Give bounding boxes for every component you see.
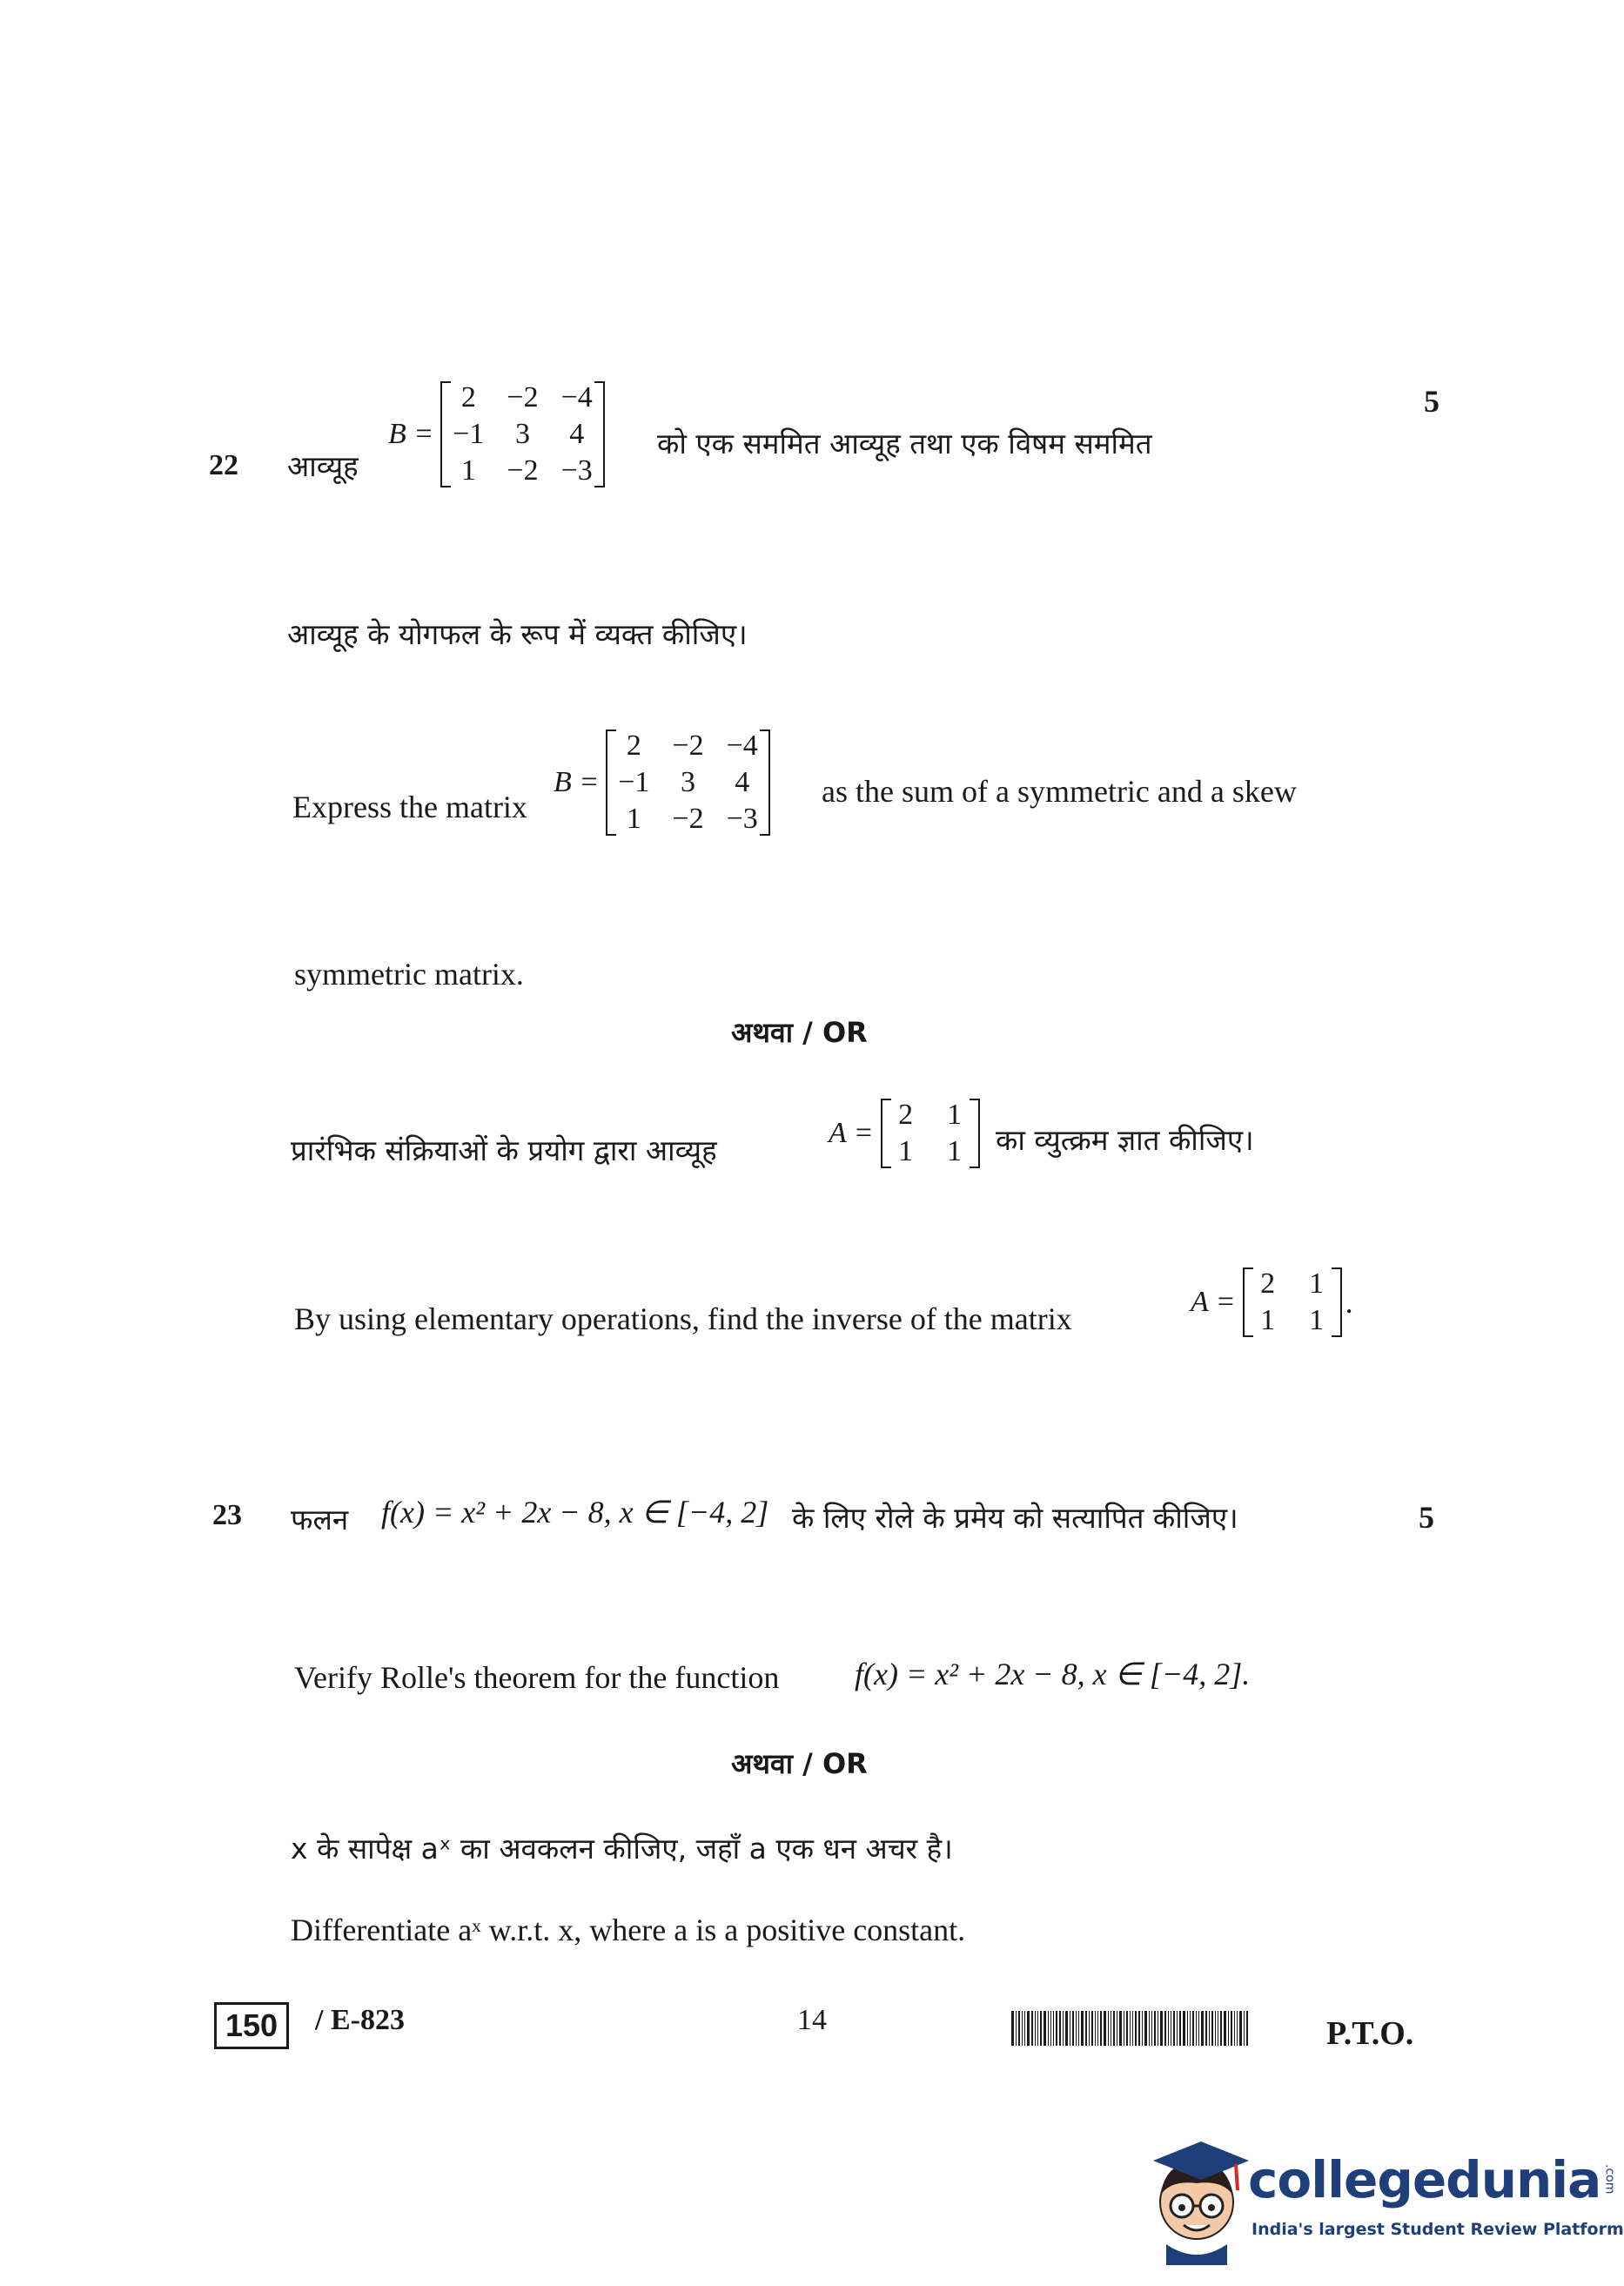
- matrix-b-bracket: [440, 381, 605, 487]
- barcode-bar: [1095, 2011, 1096, 2046]
- barcode-bar: [1198, 2011, 1199, 2046]
- barcode-bar: [1085, 2011, 1087, 2046]
- barcode-bar: [1201, 2011, 1204, 2046]
- matrix-b-bracket-en: [606, 730, 770, 836]
- barcode-bar: [1179, 2011, 1181, 2046]
- matrix-a-bracket-en: [1243, 1267, 1342, 1337]
- barcode-bar: [1048, 2011, 1049, 2046]
- barcode-bar: [1018, 2011, 1020, 2046]
- matrix-a-grid-en: [1255, 1267, 1330, 1337]
- barcode-bar: [1138, 2011, 1140, 2046]
- or-divider-q22: अथवा / OR: [731, 1016, 868, 1049]
- barcode-bar: [1063, 2011, 1064, 2046]
- q22-alt-hindi-prefix: प्रारंभिक संक्रियाओं के प्रयोग द्वारा आव्यूह: [291, 1133, 717, 1167]
- barcode-bar: [1065, 2011, 1068, 2046]
- barcode-bar: [1037, 2011, 1038, 2046]
- barcode-bar: [1040, 2011, 1042, 2046]
- matrix-cell: −3: [560, 454, 593, 487]
- barcode-bar: [1024, 2011, 1025, 2046]
- matrix-cell: 1: [898, 1135, 914, 1167]
- matrix-cell: 1: [947, 1135, 963, 1167]
- matrix-cell: 1: [1260, 1304, 1276, 1336]
- q22-hindi-prefix: आव्यूह: [287, 449, 359, 483]
- barcode-bar: [1239, 2011, 1242, 2046]
- barcode-bar: [1050, 2011, 1051, 2046]
- barcode-bar: [1149, 2011, 1150, 2046]
- barcode-bar: [1016, 2011, 1017, 2046]
- matrix-b-label: B =: [388, 418, 434, 450]
- matrix-a-label: A =: [829, 1117, 874, 1149]
- barcode-bar: [1059, 2011, 1061, 2046]
- matrix-cell: 2: [898, 1099, 914, 1131]
- barcode-bar: [1142, 2011, 1143, 2046]
- matrix-cell: −2: [672, 803, 704, 835]
- logo-tagline: India's largest Student Review Platform: [1252, 2220, 1624, 2239]
- barcode-bar: [1246, 2011, 1248, 2046]
- or-divider-q23: अथवा / OR: [731, 1747, 868, 1780]
- q22-hindi-line2: आव्यूह के योगफल के रूप में व्यक्त कीजिए।: [287, 617, 748, 651]
- question-number-23: 23: [212, 1499, 242, 1531]
- logo-name: collegedunia: [1248, 2150, 1601, 2209]
- matrix-cell: 3: [681, 766, 695, 798]
- matrix-cell: 4: [735, 766, 750, 798]
- matrix-b-label-en: B =: [554, 766, 600, 798]
- matrix-cell: 1: [1309, 1304, 1325, 1336]
- matrix-cell: −2: [507, 381, 539, 413]
- logo-suffix: .com: [1602, 2164, 1617, 2195]
- barcode-bar: [1119, 2011, 1122, 2046]
- barcode-bar: [1126, 2011, 1128, 2046]
- q23-hindi-function: f(x) = x² + 2x − 8, x ∈ [−4, 2]: [381, 1495, 769, 1530]
- matrix-cell: 1: [626, 803, 641, 835]
- barcode-bar: [1228, 2011, 1229, 2046]
- matrix-a-label-en: A =: [1191, 1286, 1236, 1318]
- barcode-bar: [1027, 2011, 1030, 2046]
- barcode-bar: [1192, 2011, 1194, 2046]
- matrix-cell: 2: [460, 381, 476, 413]
- matrix-a-grid: [893, 1099, 968, 1168]
- barcode-bar: [1056, 2011, 1057, 2046]
- barcode-bar: [1209, 2011, 1210, 2046]
- barcode-bar: [1130, 2011, 1131, 2046]
- matrix-cell: 1: [947, 1099, 963, 1131]
- barcode-bar: [1132, 2011, 1133, 2046]
- barcode-bar: [1205, 2011, 1207, 2046]
- q22-hindi-suffix: को एक सममित आव्यूह तथा एक विषम सममित: [657, 427, 1152, 461]
- barcode-bar: [1237, 2011, 1238, 2046]
- matrix-a-hindi: [829, 1099, 980, 1168]
- barcode-bar: [1144, 2011, 1147, 2046]
- barcode-bar: [1154, 2011, 1156, 2046]
- barcode-bar: [1224, 2011, 1226, 2046]
- barcode-bar: [1190, 2011, 1191, 2046]
- barcode-bar: [1078, 2011, 1079, 2046]
- matrix-cell: 2: [626, 730, 641, 762]
- q23-hindi-suffix: के लिए रोले के प्रमेय को सत्यापित कीजिए।: [792, 1501, 1238, 1535]
- matrix-a-bracket: [881, 1099, 980, 1168]
- barcode-bar: [1104, 2011, 1106, 2046]
- barcode-bar: [1183, 2011, 1185, 2046]
- barcode-bar: [1173, 2011, 1175, 2046]
- barcode-bar: [1113, 2011, 1115, 2046]
- q23-hindi-prefix: फलन: [291, 1503, 349, 1536]
- paper-id: / E-823: [315, 2004, 405, 2036]
- barcode-bar: [1108, 2011, 1109, 2046]
- matrix-cell: −4: [560, 381, 593, 413]
- q22-alt-hindi-suffix: का व्युत्क्रम ज्ञात कीजिए।: [996, 1123, 1254, 1157]
- matrix-cell: −3: [726, 803, 758, 835]
- matrix-cell: 4: [569, 418, 585, 450]
- q22-english-prefix: Express the matrix: [292, 790, 527, 824]
- barcode-bar: [1022, 2011, 1023, 2046]
- barcode-bar: [1220, 2011, 1222, 2046]
- q22-english-line2: symmetric matrix.: [294, 957, 524, 992]
- barcode-bar: [1187, 2011, 1188, 2046]
- barcode-bar: [1081, 2011, 1084, 2046]
- barcode-bar: [1035, 2011, 1036, 2046]
- matrix-cell: −2: [672, 730, 704, 762]
- barcode-bar: [1044, 2011, 1046, 2046]
- matrix-b-grid: [453, 381, 593, 487]
- barcode-bar: [1100, 2011, 1102, 2046]
- barcode-bar: [1091, 2011, 1093, 2046]
- matrix-b-grid-en: [618, 730, 758, 836]
- matrix-cell: 2: [1260, 1267, 1276, 1300]
- matrix-cell: −1: [453, 418, 485, 450]
- barcode-bar: [1076, 2011, 1077, 2046]
- barcode-bar: [1168, 2011, 1169, 2046]
- barcode-bar: [1072, 2011, 1074, 2046]
- page-number: 14: [797, 2004, 827, 2036]
- barcode-bar: [1164, 2011, 1166, 2046]
- matrix-b-english: [554, 730, 770, 836]
- barcode-bar: [1031, 2011, 1033, 2046]
- collegedunia-mascot-icon: [1140, 2135, 1253, 2265]
- q23-english-prefix: Verify Rolle's theorem for the function: [294, 1660, 780, 1695]
- q23-alt-english: Differentiate aˣ w.r.t. x, where a is a positive constant.: [291, 1913, 966, 1947]
- barcode-bar: [1211, 2011, 1213, 2046]
- barcode-bar: [1160, 2011, 1163, 2046]
- barcode-bar: [1215, 2011, 1216, 2046]
- matrix-a-english: [1191, 1267, 1353, 1337]
- paper-code-box: 150: [214, 2002, 289, 2049]
- barcode-bar: [1151, 2011, 1152, 2046]
- barcode-bar: [1011, 2011, 1014, 2046]
- pto-label: P.T.O.: [1326, 2015, 1414, 2052]
- matrix-cell: −2: [507, 454, 539, 487]
- barcode: [1011, 2011, 1250, 2046]
- q22-english-suffix: as the sum of a symmetric and a skew: [822, 774, 1297, 809]
- marks-q22: 5: [1424, 384, 1439, 419]
- barcode-bar: [1177, 2011, 1178, 2046]
- matrix-cell: 1: [460, 454, 476, 487]
- barcode-bar: [1244, 2011, 1245, 2046]
- barcode-bar: [1097, 2011, 1098, 2046]
- barcode-bar: [1135, 2011, 1137, 2046]
- barcode-bar: [1089, 2011, 1090, 2046]
- q22-alt-english-prefix: By using elementary operations, find the inverse of the matrix: [294, 1301, 1072, 1336]
- barcode-bar: [1196, 2011, 1197, 2046]
- matrix-cell: −4: [726, 730, 758, 762]
- marks-q23: 5: [1419, 1500, 1434, 1535]
- collegedunia-wordmark: [1248, 2150, 1616, 2209]
- barcode-bar: [1231, 2011, 1232, 2046]
- barcode-bar: [1053, 2011, 1054, 2046]
- matrix-a-end-period: .: [1345, 1285, 1353, 1320]
- matrix-cell: 1: [1309, 1267, 1325, 1300]
- barcode-bar: [1234, 2011, 1235, 2046]
- matrix-cell: −1: [618, 766, 650, 798]
- matrix-cell: 3: [515, 418, 530, 450]
- q23-english-function: f(x) = x² + 2x − 8, x ∈ [−4, 2].: [855, 1657, 1251, 1691]
- q23-alt-hindi: x के सापेक्ष aˣ का अवकलन कीजिए, जहाँ a एक धन अचर है।: [291, 1832, 953, 1866]
- matrix-b-hindi: [388, 381, 605, 487]
- question-number-22: 22: [209, 449, 238, 481]
